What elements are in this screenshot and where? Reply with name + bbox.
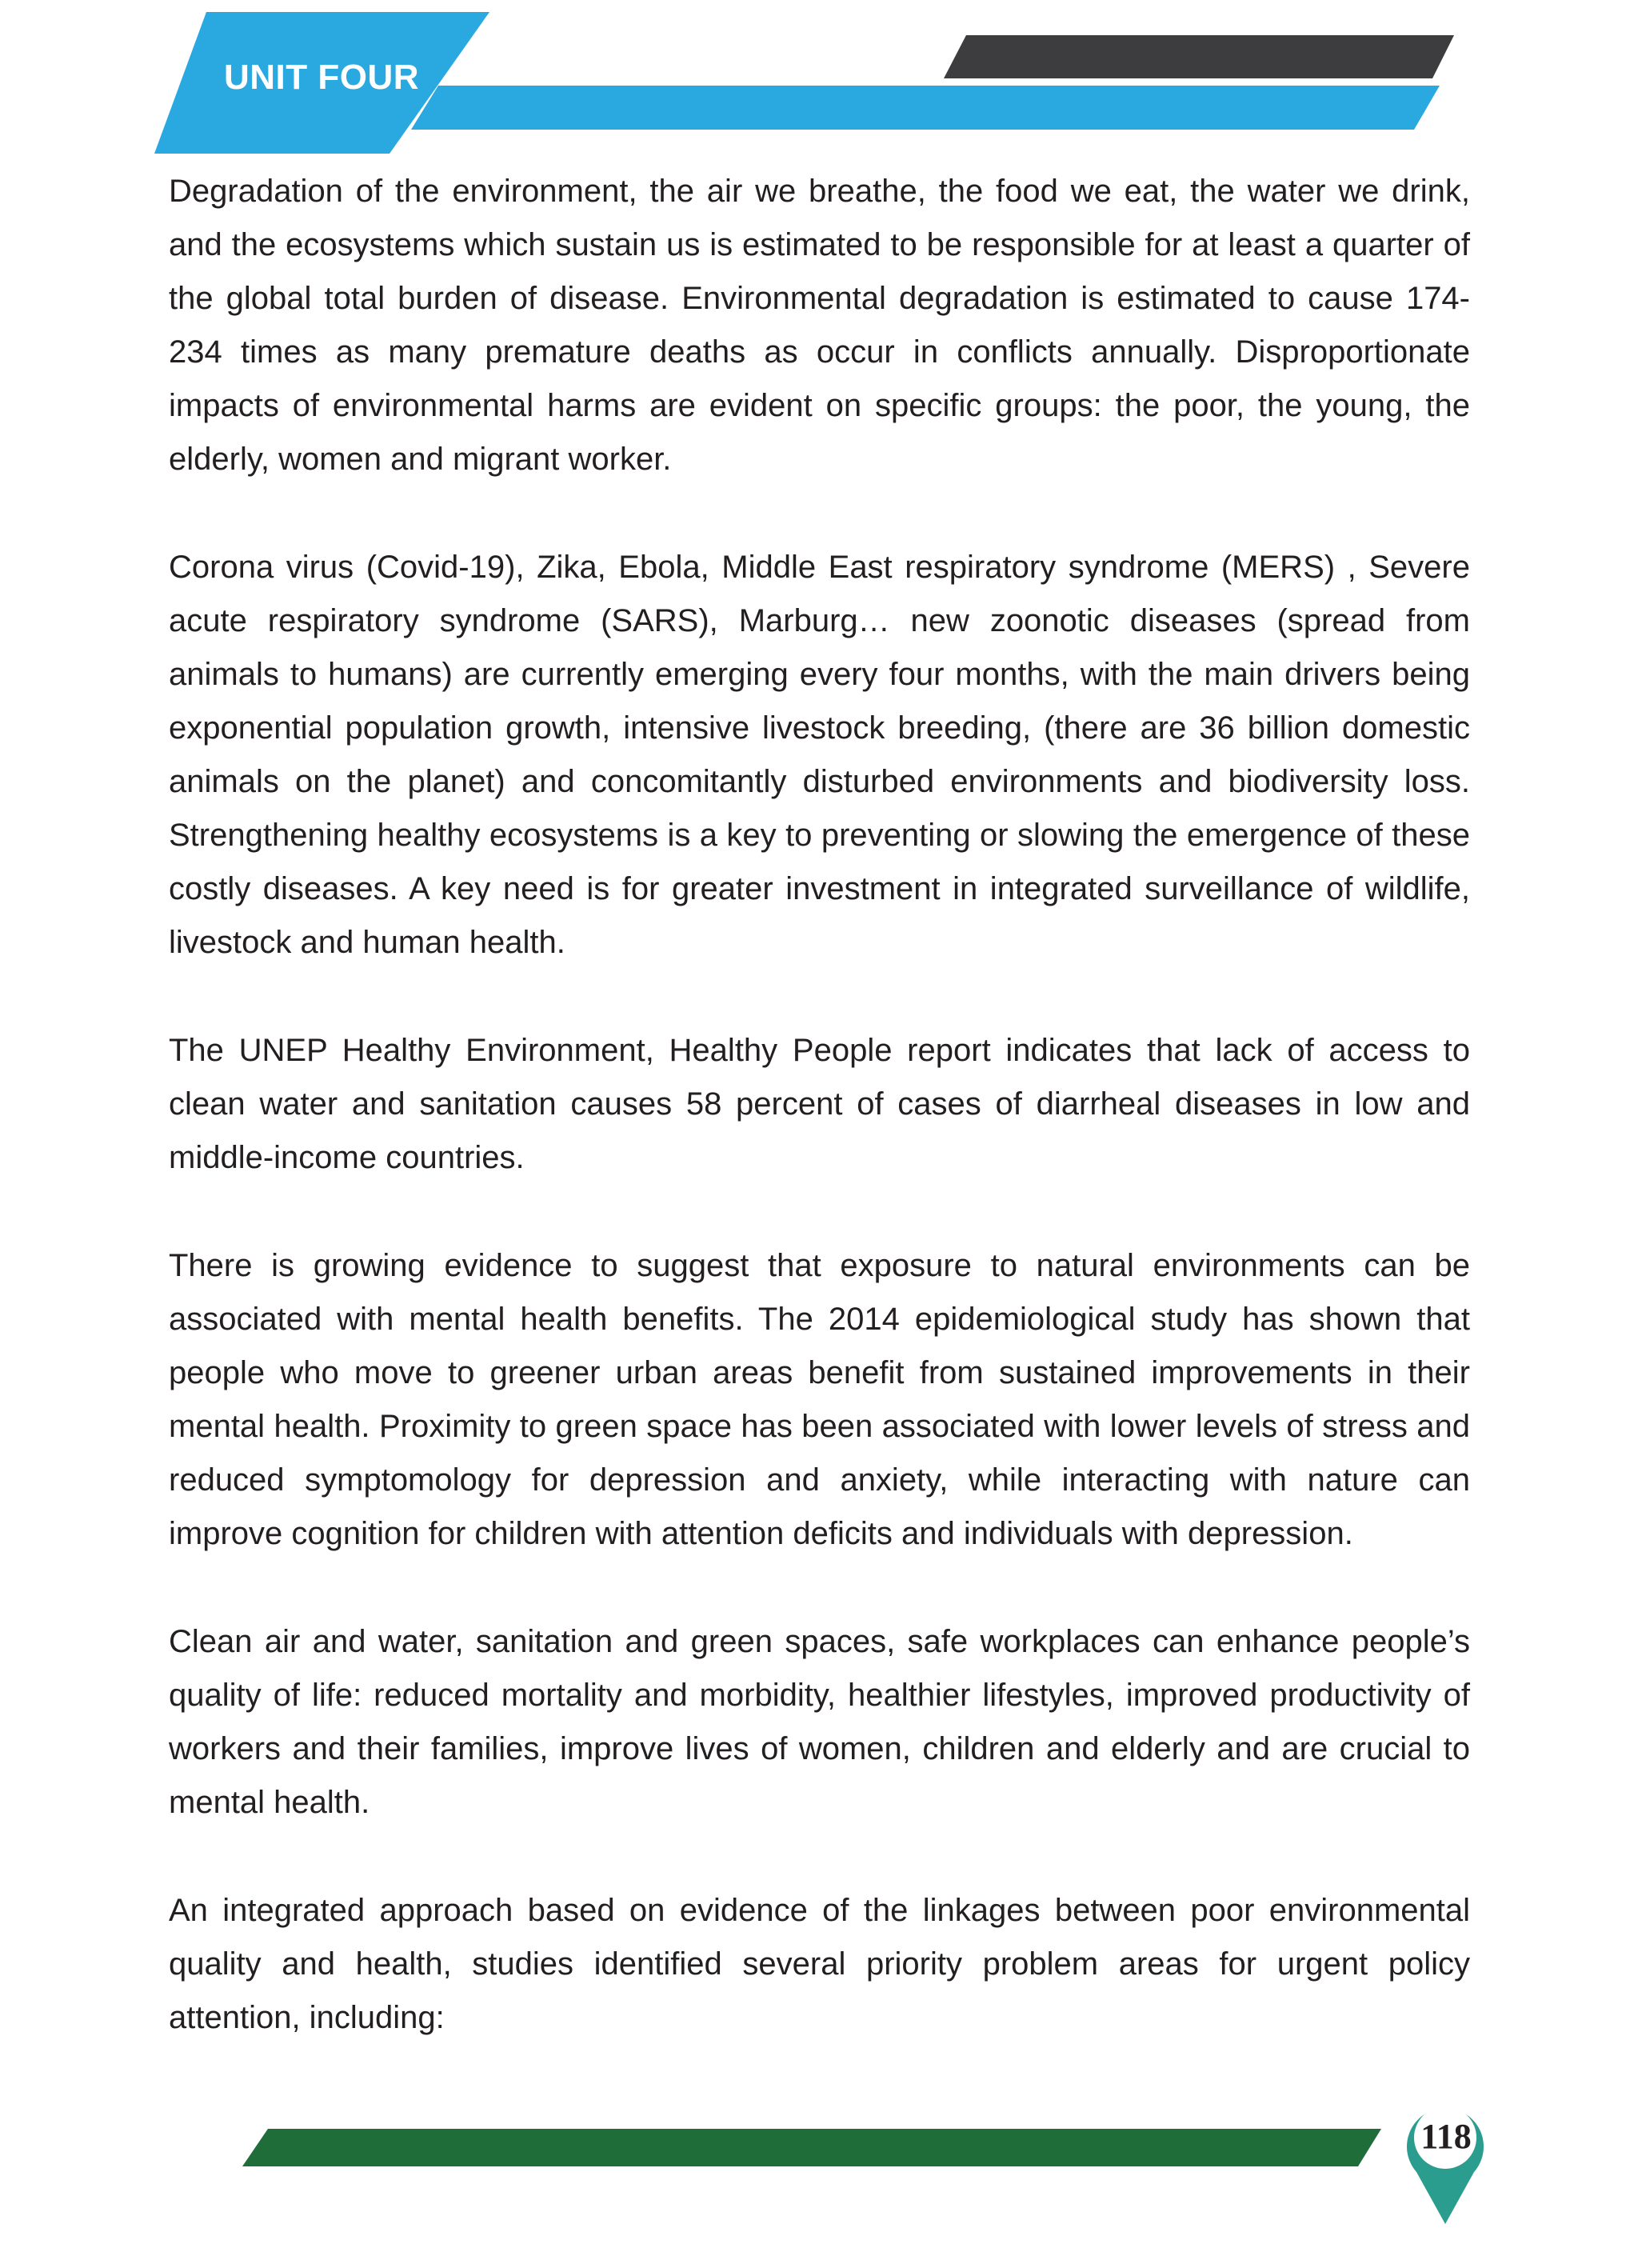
paragraph: Degradation of the environment, the air we breathe, the food we eat, the water we drink, and the ecosystems which sustain us is estimated to be responsible for at least a quarter of the global total burden of disease. Environmental degradation is estimated to cause 174-234 times as many premature deaths as occur in conflicts annually. Disproportionate impacts of environmental harms are evident on specific groups: the poor, the young, the elderly, women and migrant worker.	[169, 174, 1470, 477]
blue-header-bar	[411, 86, 1440, 130]
page-number: 118	[1420, 2117, 1472, 2156]
green-footer-bar	[242, 2129, 1381, 2166]
paragraph: Corona virus (Covid-19), Zika, Ebola, Middle East respiratory syndrome (MERS) , Severe acute respiratory syndrome (SARS), Marburg… new zoonotic diseases (spread from animals to humans) are currently emerging every four months, with the main drivers being exponential population growth, intensive livestock breeding, (there are 36 billion domestic animals on the planet) and concomitantly disturbed environments and biodiversity loss. Strengthening healthy ecosystems is a key to preventing or slowing the emergence of these costly diseases. A key need is for greater investment in integrated surveillance of wildlife, livestock and human health.	[169, 550, 1470, 960]
paragraph: The UNEP Healthy Environment, Healthy People report indicates that lack of access to clean water and sanitation causes 58 percent of cases of diarrheal diseases in low and middle-income countries.	[169, 1033, 1470, 1175]
unit-label: UNIT FOUR	[224, 58, 420, 97]
page-content	[169, 165, 1470, 2099]
dark-header-bar	[944, 35, 1454, 78]
footer-banner	[0, 2096, 1638, 2268]
paragraph: Clean air and water, sanitation and green spaces, safe workplaces can enhance people’s quality of life: reduced mortality and morbidity, healthier lifestyles, improved productivity of workers and their families, improve lives of women, children and elderly and are crucial to mental health.	[169, 1624, 1470, 1820]
paragraph: An integrated approach based on evidence of the linkages between poor environmental quality and health, studies identified several priority problem areas for urgent policy attention, including:	[169, 1893, 1470, 2035]
paragraph: There is growing evidence to suggest that exposure to natural environments can be associated with mental health benefits. The 2014 epidemiological study has shown that people who move to greener urban areas benefit from sustained improvements in their mental health. Proximity to green space has been associated with lower levels of stress and reduced symptomology for depression and anxiety, while interacting with nature can improve cognition for children with attention deficits and individuals with depression.	[169, 1248, 1470, 1551]
